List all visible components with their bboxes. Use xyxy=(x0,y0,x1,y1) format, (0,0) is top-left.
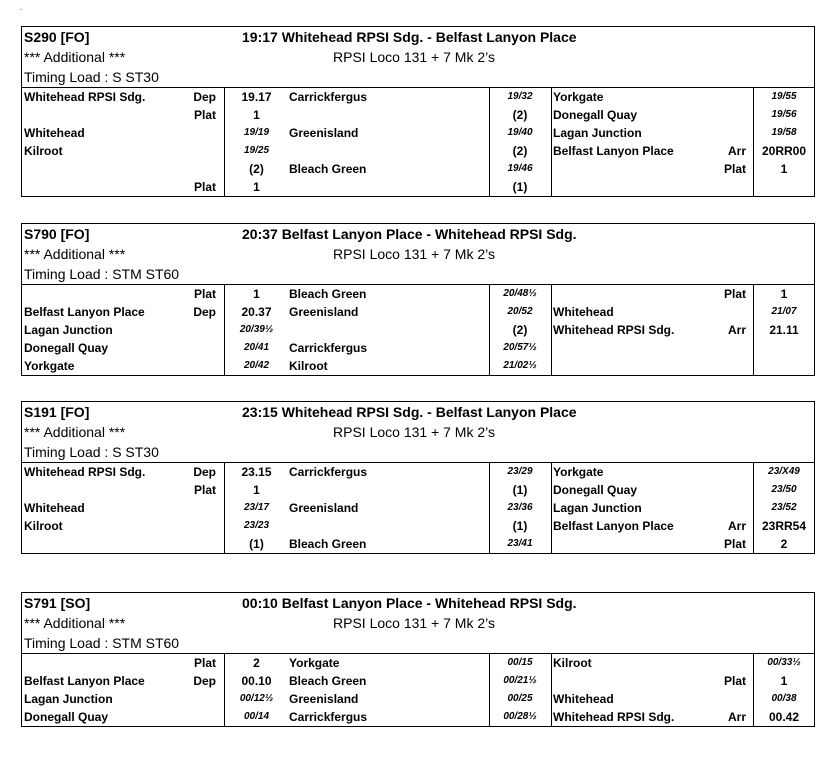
station-name: Yorkgate xyxy=(289,656,340,670)
time: 00/21½ xyxy=(503,675,537,686)
timing-row xyxy=(22,654,814,672)
timing-grid xyxy=(22,285,814,375)
event-type: Plat xyxy=(193,287,216,301)
time: 20/39½ xyxy=(239,324,274,335)
station-name: Carrickfergus xyxy=(289,710,368,724)
station-name: Greenisland xyxy=(289,126,359,140)
station-name: Belfast Lanyon Place xyxy=(553,144,674,158)
station-name: Belfast Lanyon Place xyxy=(24,305,145,319)
event-type: Plat xyxy=(193,180,216,194)
time: 23RR54 xyxy=(761,519,807,533)
station-name: Bleach Green xyxy=(289,537,367,551)
header-line xyxy=(22,633,814,653)
time: 1 xyxy=(253,287,260,301)
station-name: Whitehead RPSI Sdg. xyxy=(553,323,675,337)
time: 23/29 xyxy=(507,466,533,477)
train-block xyxy=(21,26,815,197)
station-name: Whitehead RPSI Sdg. xyxy=(24,90,146,104)
time: (2) xyxy=(249,162,264,176)
additional-note: *** Additional *** xyxy=(24,246,126,262)
time: (2) xyxy=(512,323,528,337)
time: (1) xyxy=(512,180,528,194)
header-line xyxy=(22,402,814,422)
station-name: Whitehead xyxy=(24,501,85,515)
station-name: Kilroot xyxy=(24,519,63,533)
time: 21/07 xyxy=(771,306,797,317)
time: 00/15 xyxy=(507,657,533,668)
station-name: Lagan Junction xyxy=(24,323,113,337)
header-line xyxy=(22,593,814,613)
time: 23/52 xyxy=(771,502,797,513)
event-type: Dep xyxy=(193,305,216,319)
timing-row xyxy=(22,124,814,142)
timing-row xyxy=(22,160,814,178)
column-divider xyxy=(489,463,490,553)
station-name: Lagan Junction xyxy=(24,692,113,706)
header-line xyxy=(22,224,814,244)
station-name: Whitehead xyxy=(553,692,614,706)
station-name: Belfast Lanyon Place xyxy=(553,519,674,533)
station-name: Greenisland xyxy=(289,305,359,319)
event-type: Plat xyxy=(723,162,746,176)
train-header xyxy=(22,27,814,88)
time: 21/02½ xyxy=(503,360,537,371)
train-id: S791 [SO] xyxy=(24,595,91,611)
timing-row xyxy=(22,357,814,375)
time: (1) xyxy=(512,519,528,533)
event-type: Dep xyxy=(193,90,216,104)
loco-formation: RPSI Loco 131 + 7 Mk 2’s xyxy=(333,424,495,440)
loco-formation: RPSI Loco 131 + 7 Mk 2’s xyxy=(333,246,495,262)
header-line xyxy=(22,67,814,87)
train-block xyxy=(21,401,815,554)
station-name: Donegall Quay xyxy=(24,710,109,724)
time: 19/55 xyxy=(771,91,797,102)
time: 23/50 xyxy=(771,484,797,495)
additional-note: *** Additional *** xyxy=(24,424,126,440)
event-type: Arr xyxy=(727,323,746,337)
timing-grid xyxy=(22,88,814,196)
station-name: Yorkgate xyxy=(553,465,604,479)
timing-row xyxy=(22,690,814,708)
timing-load: Timing Load : S ST30 xyxy=(24,444,159,460)
additional-note: *** Additional *** xyxy=(24,49,126,65)
event-type: Plat xyxy=(193,483,216,497)
additional-note: *** Additional *** xyxy=(24,615,126,631)
station-name: Greenisland xyxy=(289,692,359,706)
header-line xyxy=(22,264,814,284)
time: 19.17 xyxy=(241,90,272,104)
column-divider xyxy=(224,463,225,553)
event-type: Plat xyxy=(193,108,216,122)
time: 19/19 xyxy=(243,127,270,138)
time: 1 xyxy=(780,162,788,176)
timing-row xyxy=(22,321,814,339)
train-id: S290 [FO] xyxy=(24,29,90,45)
time: 00/14 xyxy=(243,711,270,722)
time: 00/28½ xyxy=(503,711,537,722)
time: (1) xyxy=(249,537,264,551)
time: 1 xyxy=(253,483,260,497)
column-divider xyxy=(753,654,754,726)
time: 2 xyxy=(253,656,260,670)
time: (2) xyxy=(512,144,528,158)
event-type: Plat xyxy=(723,537,746,551)
time: 00/33½ xyxy=(767,657,801,668)
time: 19/56 xyxy=(771,109,797,120)
time: 19/32 xyxy=(507,91,533,102)
station-name: Belfast Lanyon Place xyxy=(24,674,145,688)
time: 21.11 xyxy=(769,323,799,337)
station-name: Carrickfergus xyxy=(289,90,368,104)
column-divider xyxy=(753,285,754,375)
header-line xyxy=(22,27,814,47)
station-name: Whitehead xyxy=(553,305,614,319)
train-block xyxy=(21,223,815,376)
timing-row xyxy=(22,106,814,124)
header-line xyxy=(22,244,814,264)
loco-formation: RPSI Loco 131 + 7 Mk 2’s xyxy=(333,615,495,631)
event-type: Arr xyxy=(727,519,746,533)
train-title: 20:37 Belfast Lanyon Place - Whitehead RPSI Sdg. xyxy=(242,226,577,242)
station-name: Yorkgate xyxy=(24,359,75,373)
time: 20.37 xyxy=(241,305,272,319)
time: 19/58 xyxy=(771,127,797,138)
station-name: Whitehead xyxy=(24,126,85,140)
time: 20/57½ xyxy=(503,342,537,353)
timing-load: Timing Load : STM ST60 xyxy=(24,635,180,651)
timing-grid xyxy=(22,654,814,726)
time: 20RR00 xyxy=(761,144,807,158)
column-divider xyxy=(551,654,552,726)
column-divider xyxy=(551,88,552,196)
station-name: Yorkgate xyxy=(553,90,604,104)
column-divider xyxy=(551,285,552,375)
timing-row xyxy=(22,178,814,196)
column-divider xyxy=(753,88,754,196)
station-name: Greenisland xyxy=(289,501,359,515)
time: 23/36 xyxy=(507,502,533,513)
timing-load: Timing Load : STM ST60 xyxy=(24,266,180,282)
train-header xyxy=(22,402,814,463)
timing-row xyxy=(22,499,814,517)
time: 20/48½ xyxy=(503,288,537,299)
timing-row xyxy=(22,708,814,726)
column-divider xyxy=(489,285,490,375)
timing-row xyxy=(22,535,814,553)
station-name: Kilroot xyxy=(553,656,592,670)
time: 00/12½ xyxy=(239,693,274,704)
column-divider xyxy=(489,88,490,196)
time: 20/52 xyxy=(507,306,533,317)
time: 00/25 xyxy=(507,693,533,704)
time: 1 xyxy=(780,674,788,688)
station-name: Whitehead RPSI Sdg. xyxy=(553,710,675,724)
timing-load: Timing Load : S ST30 xyxy=(24,69,159,85)
station-name: Kilroot xyxy=(24,144,63,158)
column-divider xyxy=(489,654,490,726)
station-name: Donegall Quay xyxy=(553,108,638,122)
time: 2 xyxy=(780,537,788,551)
column-divider xyxy=(551,463,552,553)
time: 1 xyxy=(253,108,260,122)
column-divider xyxy=(753,463,754,553)
column-divider xyxy=(224,285,225,375)
train-id: S191 [FO] xyxy=(24,404,90,420)
time: 23/41 xyxy=(507,538,533,549)
timing-row xyxy=(22,339,814,357)
time: 23/23 xyxy=(243,520,270,531)
timing-row xyxy=(22,88,814,106)
train-header xyxy=(22,593,814,654)
header-line xyxy=(22,422,814,442)
time: 19/46 xyxy=(507,163,533,174)
timing-row xyxy=(22,481,814,499)
station-name: Donegall Quay xyxy=(24,341,109,355)
time: (1) xyxy=(512,483,528,497)
station-name: Kilroot xyxy=(289,359,328,373)
timing-row xyxy=(22,463,814,481)
timing-row xyxy=(22,672,814,690)
event-type: Dep xyxy=(193,465,216,479)
event-type: Arr xyxy=(727,710,746,724)
header-line xyxy=(22,442,814,462)
train-header xyxy=(22,224,814,285)
time: 1 xyxy=(780,287,788,301)
time: 20/41 xyxy=(243,342,270,353)
station-name: Carrickfergus xyxy=(289,465,368,479)
timing-grid xyxy=(22,463,814,553)
timing-row xyxy=(22,142,814,160)
train-id: S790 [FO] xyxy=(24,226,90,242)
station-name: Lagan Junction xyxy=(553,126,642,140)
train-title: 00:10 Belfast Lanyon Place - Whitehead RPSI Sdg. xyxy=(242,595,577,611)
station-name: Bleach Green xyxy=(289,287,367,301)
header-line xyxy=(22,613,814,633)
station-name: Donegall Quay xyxy=(553,483,638,497)
event-type: Dep xyxy=(193,674,216,688)
loco-formation: RPSI Loco 131 + 7 Mk 2’s xyxy=(333,49,495,65)
time: 1 xyxy=(253,180,260,194)
header-line xyxy=(22,47,814,67)
station-name: Bleach Green xyxy=(289,674,367,688)
event-type: Plat xyxy=(723,287,746,301)
time: (2) xyxy=(512,108,528,122)
station-name: Whitehead RPSI Sdg. xyxy=(24,465,146,479)
time: 19/40 xyxy=(507,127,533,138)
time: 00/38 xyxy=(771,693,797,704)
station-name: Bleach Green xyxy=(289,162,367,176)
station-name: Lagan Junction xyxy=(553,501,642,515)
time: 23/X49 xyxy=(768,466,800,477)
station-name: Carrickfergus xyxy=(289,341,368,355)
column-divider xyxy=(224,654,225,726)
timing-row xyxy=(22,285,814,303)
event-type: Plat xyxy=(193,656,216,670)
corner-mark: . xyxy=(20,3,23,12)
time: 20/42 xyxy=(243,360,270,371)
time: 00.42 xyxy=(768,710,800,724)
column-divider xyxy=(224,88,225,196)
train-block xyxy=(21,592,815,727)
time: 00.10 xyxy=(241,674,272,688)
timing-row xyxy=(22,517,814,535)
time: 23/17 xyxy=(243,502,270,513)
time: 19/25 xyxy=(243,145,270,156)
event-type: Plat xyxy=(723,674,746,688)
train-title: 19:17 Whitehead RPSI Sdg. - Belfast Lanyon Place xyxy=(242,29,577,45)
timing-row xyxy=(22,303,814,321)
train-title: 23:15 Whitehead RPSI Sdg. - Belfast Lanyon Place xyxy=(242,404,577,420)
time: 23.15 xyxy=(241,465,272,479)
event-type: Arr xyxy=(727,144,746,158)
